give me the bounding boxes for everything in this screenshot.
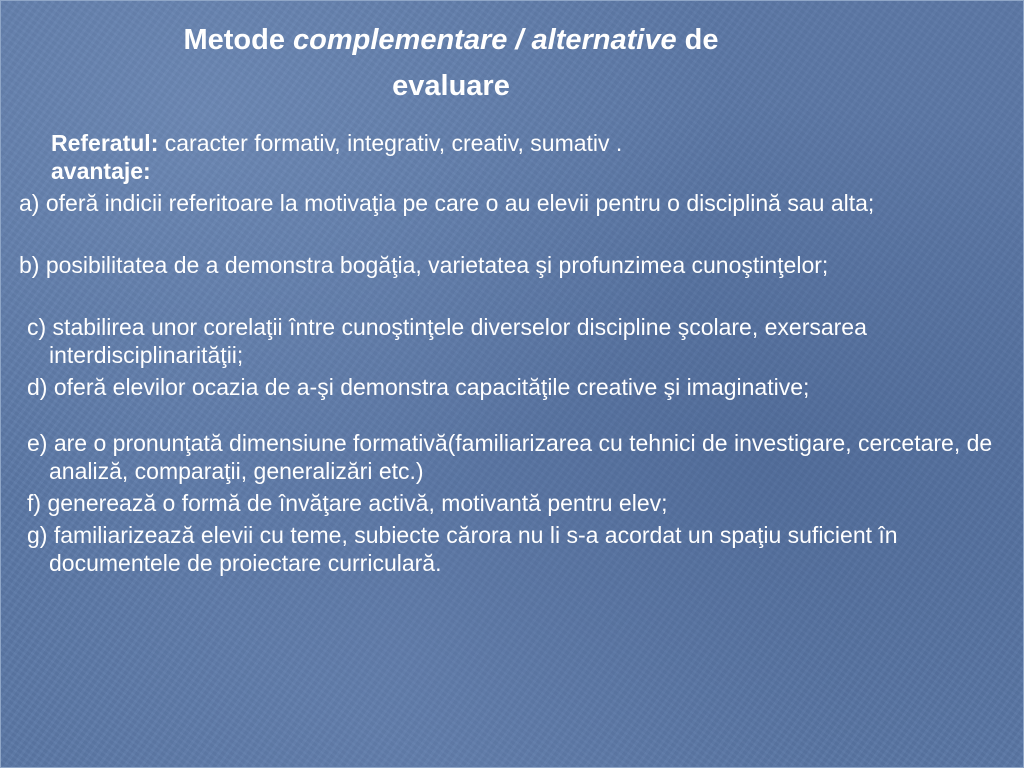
title-part-2: complementare / alternative (293, 24, 677, 56)
intro-block (19, 129, 1009, 185)
slide-title (61, 17, 841, 109)
list-item-b: b) posibilitatea de a demonstra bogăţia, varietatea şi profunzimea cunoştinţelor; (19, 252, 829, 278)
referat-text: caracter formativ, integrativ, creativ, sumativ . (158, 130, 623, 156)
list-item-f: f) generează o formă de învăţare activă, motivantă pentru elev; (27, 490, 668, 516)
list-item-d: d) oferă elevilor ocazia de a-şi demonstra capacităţile creative şi imaginative; (27, 374, 810, 400)
list-item-e: e) are o pronunţată dimensiune formativă(familiarizarea cu tehnici de investigare, cercetare, de analiză, comparaţii, generalizări etc.) (27, 430, 993, 484)
title-line-2: evaluare (392, 70, 510, 102)
referat-label: Referatul: (51, 130, 159, 156)
slide-body (19, 129, 1009, 577)
title-part-3: de (676, 24, 719, 56)
list-item-c: c) stabilirea unor corelaţii între cunoştinţele diverselor discipline şcolare, exersarea interdisciplinarităţii; (27, 314, 867, 368)
title-part-1: Metode (183, 24, 294, 56)
list-item-a: a) oferă indicii referitoare la motivaţia pe care o au elevii pentru o disciplină sau alta; (19, 190, 875, 216)
advantages-label: avantaje: (51, 158, 151, 184)
list-item-g: g) familiarizează elevii cu teme, subiecte cărora nu li s-a acordat un spaţiu suficient în documentele de proiectare curriculară. (27, 522, 898, 576)
